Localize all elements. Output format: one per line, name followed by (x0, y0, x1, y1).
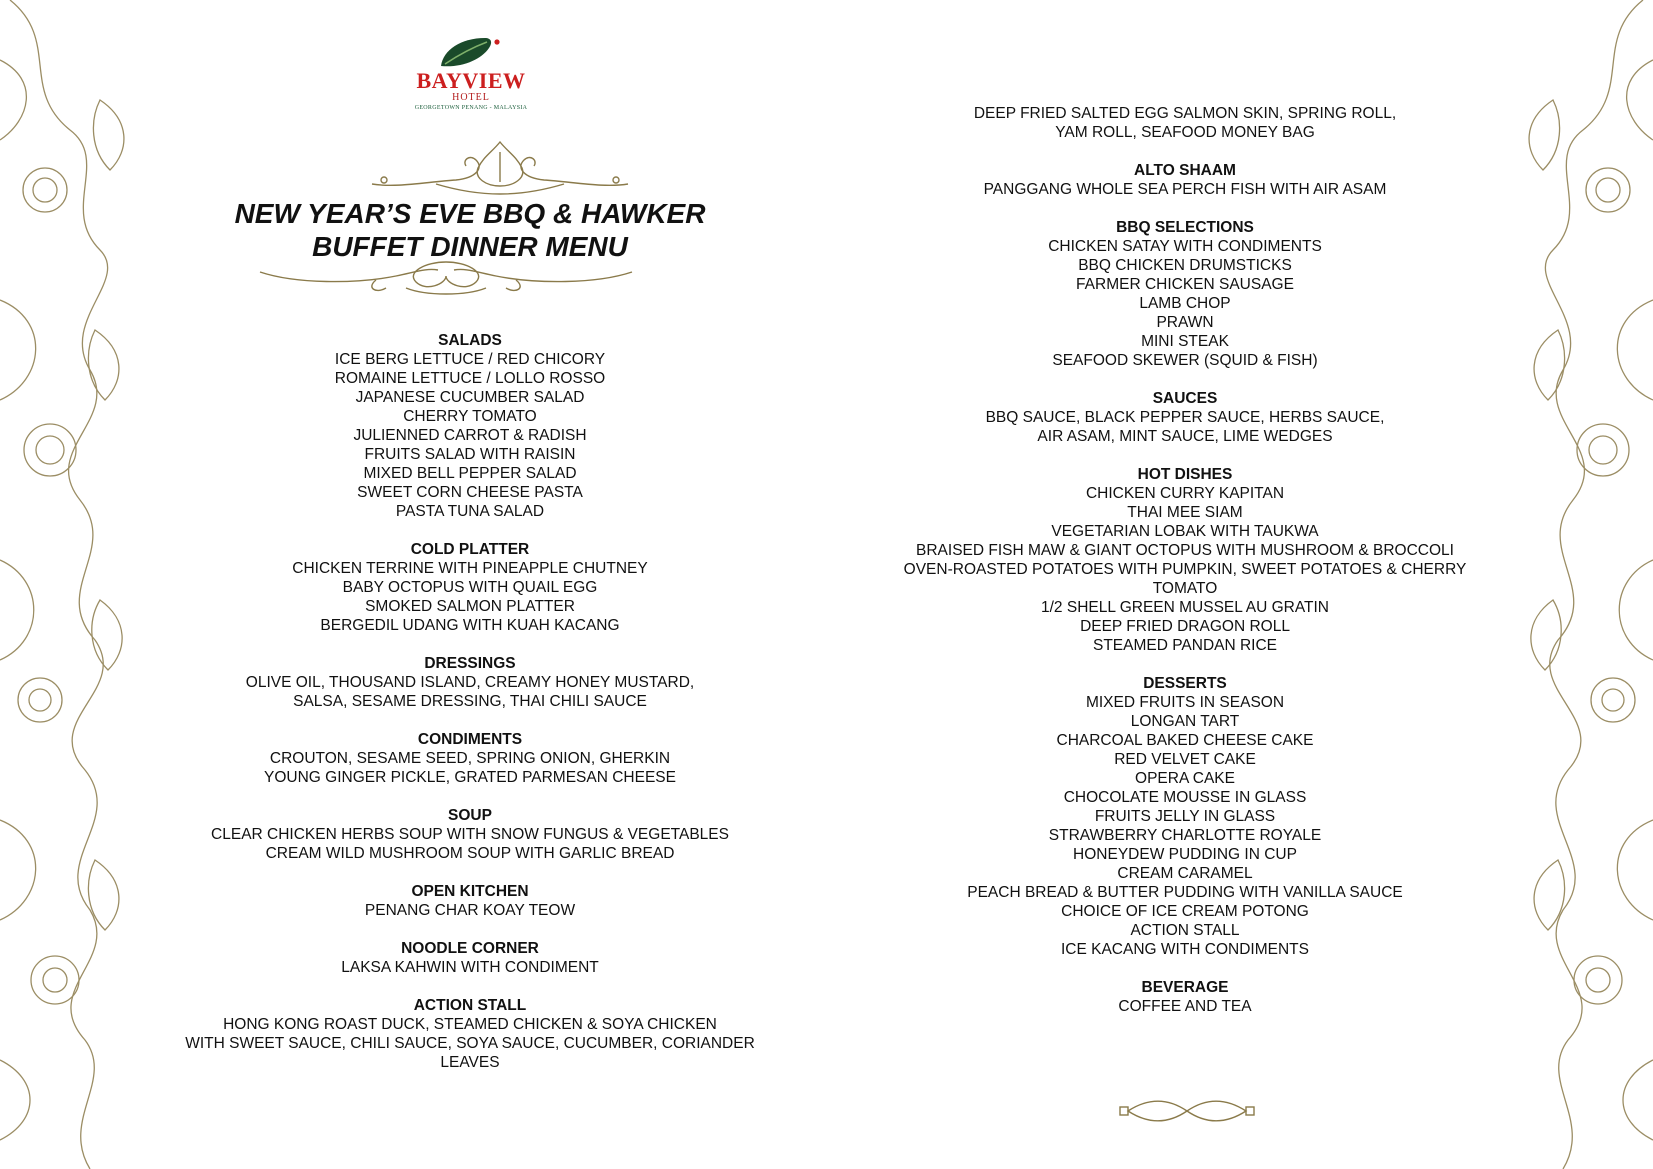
menu-item: BRAISED FISH MAW & GIANT OCTOPUS WITH MUSHROOM & BROCCOLI (916, 542, 1454, 559)
menu-item: VEGETARIAN LOBAK WITH TAUKWA (1051, 523, 1319, 540)
left-floral-border (0, 0, 130, 1169)
menu-item: CHOICE OF ICE CREAM POTONG (1061, 903, 1309, 920)
menu-column-left (160, 331, 780, 1091)
menu-item: MIXED BELL PEPPER SALAD (363, 465, 577, 482)
section-heading: OPEN KITCHEN (411, 883, 529, 900)
menu-item: ICE BERG LETTUCE / RED CHICORY (334, 351, 606, 368)
menu-item: JULIENNED CARROT & RADISH (353, 427, 587, 444)
menu-item: STEAMED PANDAN RICE (1092, 637, 1278, 654)
menu-section-beverage (850, 978, 1520, 1016)
section-heading: HOT DISHES (1137, 466, 1233, 483)
section-heading: BBQ SELECTIONS (1116, 219, 1254, 236)
brand-location: GEORGETOWN PENANG - MALAYSIA (414, 105, 528, 111)
menu-item: LEAVES (440, 1054, 500, 1071)
section-heading: DESSERTS (1143, 675, 1227, 692)
menu-section-condiments (160, 730, 780, 787)
menu-title-line-2: BUFFET DINNER MENU (312, 231, 628, 262)
section-heading: ACTION STALL (413, 997, 527, 1014)
menu-item: STRAWBERRY CHARLOTTE ROYALE (1048, 827, 1322, 844)
menu-section-desserts (850, 674, 1520, 959)
menu-item: MIXED FRUITS IN SEASON (1085, 694, 1285, 711)
menu-item: DEEP FRIED DRAGON ROLL (1080, 618, 1290, 635)
menu-item: BERGEDIL UDANG WITH KUAH KACANG (320, 617, 620, 634)
menu-section-action-stall-continued (850, 104, 1520, 142)
section-heading: COLD PLATTER (410, 541, 530, 558)
menu-item: OPERA CAKE (1135, 770, 1235, 787)
menu-section-sauces (850, 389, 1520, 446)
menu-item: FRUITS SALAD WITH RAISIN (364, 446, 576, 463)
section-heading: DRESSINGS (424, 655, 516, 672)
menu-item: COFFEE AND TEA (1118, 998, 1252, 1015)
menu-item: OLIVE OIL, THOUSAND ISLAND, CREAMY HONEY MUSTARD, (245, 674, 695, 691)
menu-item: HONG KONG ROAST DUCK, STEAMED CHICKEN & SOYA CHICKEN (223, 1016, 717, 1033)
menu-item: JAPANESE CUCUMBER SALAD (355, 389, 585, 406)
menu-item: PANGGANG WHOLE SEA PERCH FISH WITH AIR ASAM (983, 181, 1387, 198)
menu-item: PRAWN (1156, 314, 1214, 331)
menu-item: CREAM CARAMEL (1117, 865, 1253, 882)
menu-item: ROMAINE LETTUCE / LOLLO ROSSO (334, 370, 606, 387)
menu-item: WITH SWEET SAUCE, CHILI SAUCE, SOYA SAUCE, CUCUMBER, CORIANDER (185, 1035, 755, 1052)
menu-item: AIR ASAM, MINT SAUCE, LIME WEDGES (1037, 428, 1333, 445)
menu-item: BBQ SAUCE, BLACK PEPPER SAUCE, HERBS SAUCE, (985, 409, 1385, 426)
menu-item: SEAFOOD SKEWER (SQUID & FISH) (1052, 352, 1318, 369)
menu-section-hot-dishes (850, 465, 1520, 655)
hotel-logo (396, 32, 546, 132)
menu-item: CLEAR CHICKEN HERBS SOUP WITH SNOW FUNGUS & VEGETABLES (211, 826, 729, 843)
menu-item: CHERRY TOMATO (403, 408, 537, 425)
menu-section-dressings (160, 654, 780, 711)
menu-title-line-1: NEW YEAR’S EVE BBQ & HAWKER (234, 198, 706, 229)
menu-section-salads (160, 331, 780, 521)
menu-item: CHICKEN SATAY WITH CONDIMENTS (1048, 238, 1322, 255)
menu-item: 1/2 SHELL GREEN MUSSEL AU GRATIN (1041, 599, 1329, 616)
menu-section-bbq-selections (850, 218, 1520, 370)
menu-item: ACTION STALL (1130, 922, 1240, 939)
menu-item: LONGAN TART (1130, 713, 1240, 730)
menu-item: FARMER CHICKEN SAUSAGE (1076, 276, 1294, 293)
title-flourish (256, 258, 636, 298)
menu-column-right (850, 104, 1520, 1035)
menu-section-action-stall (160, 996, 780, 1072)
menu-item: BBQ CHICKEN DRUMSTICKS (1078, 257, 1292, 274)
menu-item: SWEET CORN CHEESE PASTA (357, 484, 583, 501)
menu-title (200, 197, 740, 263)
menu-item: YAM ROLL, SEAFOOD MONEY BAG (1055, 124, 1315, 141)
section-heading: CONDIMENTS (417, 731, 523, 748)
section-heading: BEVERAGE (1141, 979, 1229, 996)
menu-section-soup (160, 806, 780, 863)
right-floral-border (1523, 0, 1653, 1169)
section-heading: ALTO SHAAM (1134, 162, 1236, 179)
section-heading: NOODLE CORNER (401, 940, 539, 957)
menu-item: CHICKEN TERRINE WITH PINEAPPLE CHUTNEY (292, 560, 648, 577)
menu-item: PEACH BREAD & BUTTER PUDDING WITH VANILLA SAUCE (967, 884, 1403, 901)
menu-item: THAI MEE SIAM (1127, 504, 1243, 521)
menu-item: LAMB CHOP (1139, 295, 1231, 312)
section-heading: SOUP (448, 807, 492, 824)
menu-item: PASTA TUNA SALAD (395, 503, 545, 520)
menu-item: BABY OCTOPUS WITH QUAIL EGG (342, 579, 598, 596)
menu-item: LAKSA KAHWIN WITH CONDIMENT (341, 959, 599, 976)
menu-item: TOMATO (1152, 580, 1218, 597)
brand-name: BAYVIEW (416, 68, 526, 93)
section-heading: SAUCES (1152, 390, 1218, 407)
menu-section-noodle-corner (160, 939, 780, 977)
menu-item: SMOKED SALMON PLATTER (365, 598, 575, 615)
menu-item: CHARCOAL BAKED CHEESE CAKE (1056, 732, 1314, 749)
bottom-flourish (1118, 1096, 1256, 1126)
menu-item: FRUITS JELLY IN GLASS (1094, 808, 1276, 825)
menu-item: CHOCOLATE MOUSSE IN GLASS (1063, 789, 1307, 806)
menu-section-alto-shaam (850, 161, 1520, 199)
menu-item: CREAM WILD MUSHROOM SOUP WITH GARLIC BREAD (265, 845, 675, 862)
menu-section-cold-platter (160, 540, 780, 635)
menu-item: MINI STEAK (1141, 333, 1229, 350)
menu-item: YOUNG GINGER PICKLE, GRATED PARMESAN CHEESE (264, 769, 676, 786)
top-flourish (366, 138, 634, 196)
menu-item: CROUTON, SESAME SEED, SPRING ONION, GHERKIN (269, 750, 671, 767)
menu-item: PENANG CHAR KOAY TEOW (364, 902, 576, 919)
menu-item: RED VELVET CAKE (1114, 751, 1256, 768)
leaf-logo-icon (431, 32, 511, 72)
menu-section-open-kitchen (160, 882, 780, 920)
menu-item: CHICKEN CURRY KAPITAN (1085, 485, 1285, 502)
section-heading: SALADS (438, 332, 502, 349)
menu-item: SALSA, SESAME DRESSING, THAI CHILI SAUCE (293, 693, 647, 710)
menu-item: OVEN-ROASTED POTATOES WITH PUMPKIN, SWEET POTATOES & CHERRY (903, 561, 1467, 578)
menu-item: DEEP FRIED SALTED EGG SALMON SKIN, SPRING ROLL, (973, 105, 1397, 122)
menu-item: HONEYDEW PUDDING IN CUP (1073, 846, 1297, 863)
brand-subtitle: HOTEL (452, 92, 490, 103)
menu-item: ICE KACANG WITH CONDIMENTS (1060, 941, 1309, 958)
